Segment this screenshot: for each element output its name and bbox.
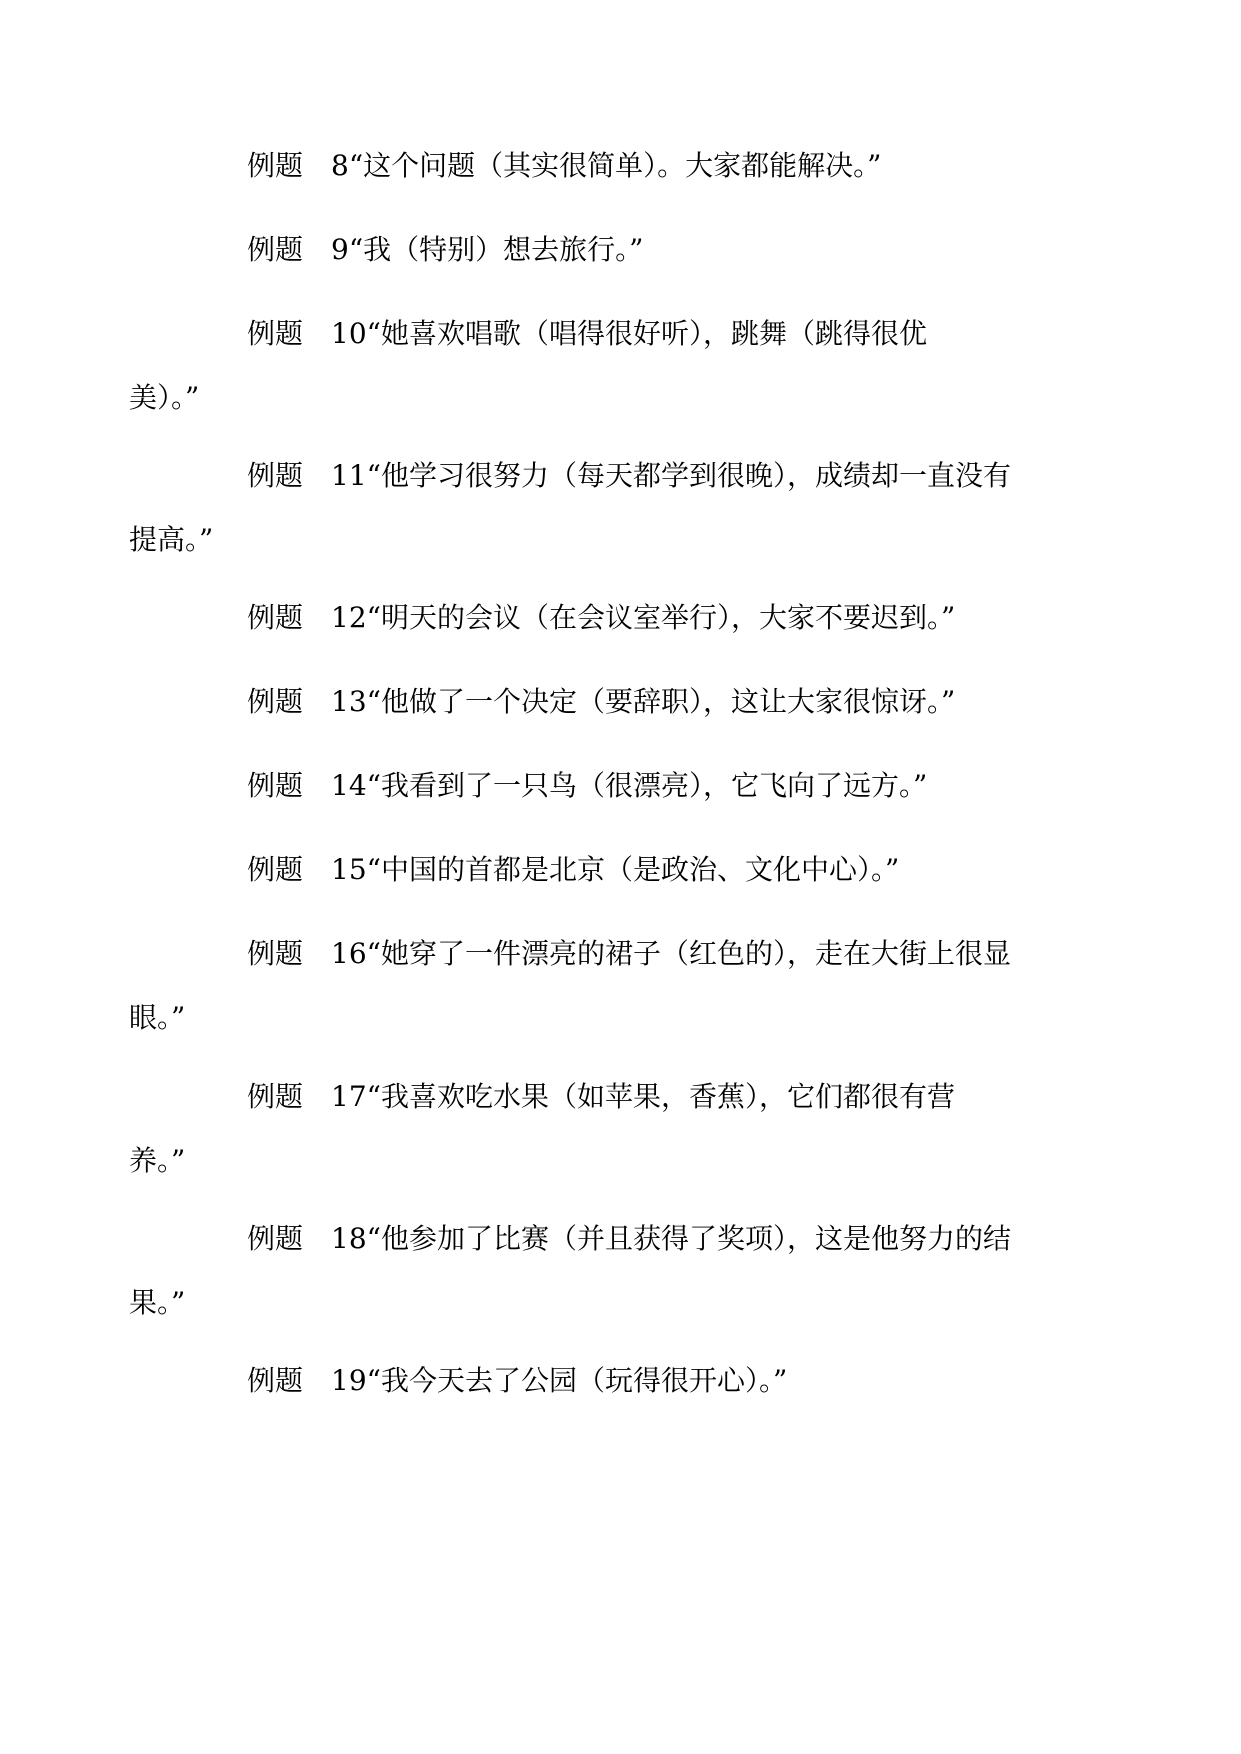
example-text: 12“明天的会议（在会议室举行），大家不要迟到。” — [331, 601, 956, 634]
example-text: 11“他学习很努力（每天都学到很晚），成绩却一直没有 — [331, 459, 1011, 492]
example-text: 19“我今天去了公园（玩得很开心）。” — [331, 1364, 788, 1397]
example-text-continued: 提高。” — [129, 523, 214, 556]
example-text: 8“这个问题（其实很简单）。大家都能解决。” — [331, 149, 882, 182]
example-text: 16“她穿了一件漂亮的裙子（红色的），走在大街上很显 — [331, 937, 1011, 970]
example-paragraph-8 — [188, 134, 1060, 198]
example-label: 例题 — [247, 1080, 304, 1113]
example-label: 例题 — [247, 769, 304, 802]
example-paragraph-15 — [188, 838, 1060, 902]
example-text-continued: 养。” — [129, 1144, 186, 1177]
example-text-continued: 果。” — [129, 1286, 186, 1319]
example-text: 18“他参加了比赛（并且获得了奖项），这是他努力的结 — [331, 1222, 1011, 1255]
example-text: 17“我喜欢吃水果（如苹果，香蕉），它们都很有营 — [331, 1080, 955, 1113]
example-text: 15“中国的首都是北京（是政治、文化中心）。” — [331, 853, 900, 886]
example-text: 9“我（特别）想去旅行。” — [331, 233, 644, 266]
example-paragraph-19 — [188, 1349, 1060, 1413]
example-paragraph-11 — [129, 444, 1060, 572]
example-paragraph-10 — [129, 302, 1060, 430]
example-label: 例题 — [247, 601, 304, 634]
example-paragraph-13 — [188, 670, 1060, 734]
example-text: 13“他做了一个决定（要辞职），这让大家很惊讶。” — [331, 685, 956, 718]
example-text-continued: 美）。” — [129, 381, 200, 414]
example-label: 例题 — [247, 685, 304, 718]
example-paragraph-17 — [129, 1065, 1060, 1193]
example-text: 14“我看到了一只鸟（很漂亮），它飞向了远方。” — [331, 769, 928, 802]
example-label: 例题 — [247, 1222, 304, 1255]
example-label: 例题 — [247, 459, 304, 492]
example-text-continued: 眼。” — [129, 1001, 186, 1034]
example-paragraph-18 — [129, 1207, 1060, 1335]
example-text: 10“她喜欢唱歌（唱得很好听），跳舞（跳得很优 — [331, 317, 927, 350]
example-label: 例题 — [247, 149, 304, 182]
example-label: 例题 — [247, 317, 304, 350]
example-label: 例题 — [247, 1364, 304, 1397]
example-paragraph-9 — [188, 218, 1060, 282]
example-paragraph-14 — [188, 754, 1060, 818]
example-paragraph-16 — [129, 922, 1060, 1050]
example-label: 例题 — [247, 937, 304, 970]
example-paragraph-12 — [188, 586, 1060, 650]
example-label: 例题 — [247, 853, 304, 886]
example-label: 例题 — [247, 233, 304, 266]
